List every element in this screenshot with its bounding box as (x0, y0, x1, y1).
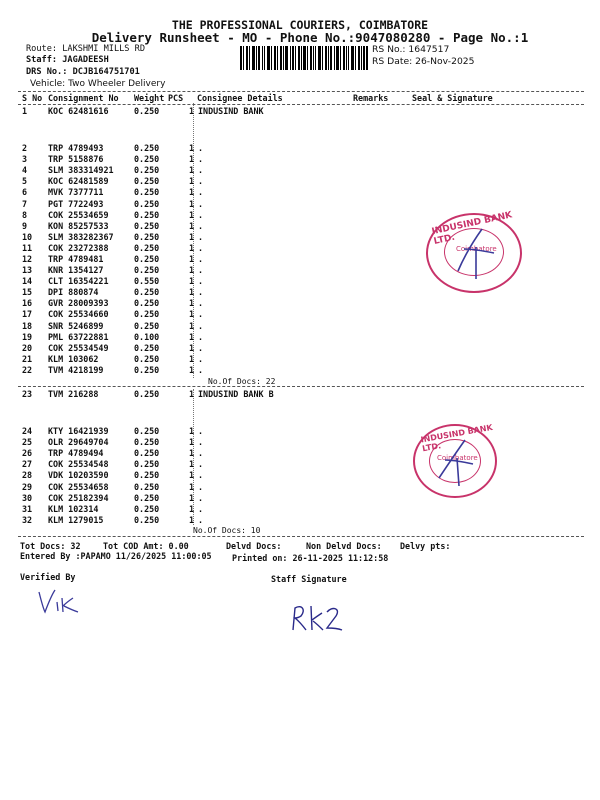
cell-consignment: COK 25534548 (48, 459, 109, 470)
cell-pcs: 1 (188, 287, 194, 298)
cell-pcs: 1 (188, 448, 194, 459)
group1-table (22, 143, 203, 376)
header-rule-bottom (18, 104, 584, 105)
table-row (22, 265, 203, 276)
table-row (22, 309, 203, 320)
table-row (22, 176, 203, 187)
cell-consignee: . (198, 298, 204, 309)
company-title: THE PROFESSIONAL COURIERS, COIMBATORE (171, 18, 429, 32)
col-remarks: Remarks (353, 93, 389, 103)
group1-first-row (22, 106, 264, 117)
cell-consignee: . (198, 187, 204, 198)
printed-on: Printed on: 26-11-2025 11:12:58 (232, 553, 389, 563)
cell-weight: 0.250 (134, 459, 160, 470)
runsheet-title: Delivery Runsheet - MO - Phone No.:9047080280 - Page No.:1 (91, 30, 529, 45)
cell-pcs: 1 (188, 154, 194, 165)
cell-consignment: SLM 383314921 (48, 165, 114, 176)
total-cod: Tot COD Amt: 0.00 (103, 541, 189, 551)
cell-consignment: PGT 7722493 (48, 198, 104, 209)
cell-consignment: KLM 103062 (48, 353, 99, 364)
table-row (22, 493, 203, 504)
table-row (22, 343, 203, 354)
cell-sno: 26 (22, 448, 33, 459)
table-row (22, 426, 203, 437)
table-row (22, 459, 203, 470)
rs-number: RS No.: 1647517 (372, 44, 450, 55)
vehicle-label: Vehicle: Two Wheeler Delivery (30, 79, 166, 89)
table-row (22, 389, 274, 400)
cell-consignment: COK 25534660 (48, 309, 109, 320)
cell-consignee: . (198, 448, 204, 459)
col-seal: Seal & Signature (412, 93, 493, 103)
footer-rule (18, 536, 584, 537)
cell-pcs: 1 (188, 253, 194, 264)
table-row (22, 321, 203, 332)
group2-first-row (22, 389, 274, 400)
cell-pcs: 1 (188, 309, 194, 320)
cell-consignee: . (198, 331, 204, 342)
cell-pcs: 1 (188, 276, 194, 287)
cell-sno: 21 (22, 353, 33, 364)
cell-consignee: . (198, 437, 204, 448)
cell-consignment: COK 25534659 (48, 209, 109, 220)
cell-weight: 0.250 (134, 514, 160, 525)
cell-consignee: . (198, 470, 204, 481)
cell-consignment: OLR 29649704 (48, 437, 109, 448)
cell-weight: 0.250 (134, 503, 160, 514)
cell-weight: 0.250 (134, 481, 160, 492)
cell-pcs: 1 (188, 470, 194, 481)
cell-pcs: 1 (188, 503, 194, 514)
group2-table (22, 426, 203, 526)
cell-pcs: 1 (188, 106, 194, 117)
cell-consignee: . (198, 209, 204, 220)
cell-sno: 13 (22, 265, 33, 276)
cell-sno: 7 (22, 198, 28, 209)
cell-consignee: . (198, 503, 204, 514)
cell-consignment: GVR 28009393 (48, 298, 109, 309)
cell-weight: 0.250 (134, 437, 160, 448)
cell-consignment: KOC 62481589 (48, 176, 109, 187)
cell-sno: 1 (22, 106, 28, 117)
cell-weight: 0.250 (134, 242, 160, 253)
bank-seal-stamp (413, 424, 497, 498)
table-row (22, 198, 203, 209)
cell-sno: 32 (22, 514, 33, 525)
cell-consignment: KLM 102314 (48, 503, 99, 514)
stamp-bank-name: INDUSIND BANK LTD. (419, 422, 494, 454)
cell-consignee: . (198, 176, 204, 187)
cell-consignee: . (198, 198, 204, 209)
table-row (22, 276, 203, 287)
cell-sno: 9 (22, 220, 28, 231)
cell-pcs: 1 (188, 143, 194, 154)
cell-consignment: PML 63722881 (48, 331, 109, 342)
cell-sno: 30 (22, 492, 33, 503)
cell-weight: 0.250 (134, 265, 160, 276)
cell-consignee: . (198, 481, 204, 492)
table-row (22, 298, 203, 309)
cell-weight: 0.250 (134, 389, 160, 400)
cell-sno: 8 (22, 209, 28, 220)
cell-weight: 0.250 (134, 220, 160, 231)
cell-consignment: COK 25534658 (48, 481, 109, 492)
cell-sno: 5 (22, 176, 28, 187)
cell-consignee: . (198, 165, 204, 176)
cell-consignment: TVM 4218199 (48, 364, 104, 375)
cell-sno: 31 (22, 503, 33, 514)
cell-consignment: CLT 16354221 (48, 276, 109, 287)
cell-consignee: . (198, 154, 204, 165)
cell-sno: 4 (22, 165, 28, 176)
cell-consignee: . (198, 364, 204, 375)
cell-sno: 12 (22, 253, 33, 264)
table-row (22, 221, 203, 232)
cell-sno: 27 (22, 459, 33, 470)
total-docs: Tot Docs: 32 (20, 541, 81, 551)
cell-sno: 6 (22, 187, 28, 198)
table-row (22, 106, 264, 117)
cell-consignee: . (198, 242, 204, 253)
cell-consignment: COK 25534549 (48, 342, 109, 353)
cell-pcs: 1 (188, 198, 194, 209)
cell-consignment: TVM 216288 (48, 389, 99, 400)
cell-sno: 22 (22, 364, 33, 375)
table-row (22, 232, 203, 243)
cell-consignee: . (198, 220, 204, 231)
cell-weight: 0.250 (134, 470, 160, 481)
table-row (22, 243, 203, 254)
cell-weight: 0.250 (134, 187, 160, 198)
stamp-bank-name: INDUSIND BANK LTD. (430, 210, 514, 247)
cell-consignee: . (198, 309, 204, 320)
cell-pcs: 1 (188, 242, 194, 253)
cell-pcs: 1 (188, 331, 194, 342)
cell-pcs: 1 (188, 492, 194, 503)
cell-sno: 18 (22, 320, 33, 331)
cell-consignee: . (198, 459, 204, 470)
table-row (22, 470, 203, 481)
cell-consignment: DPI 880874 (48, 287, 99, 298)
stamp-branch: Coimbatore (437, 454, 478, 462)
cell-weight: 0.250 (134, 106, 160, 117)
cell-pcs: 1 (188, 298, 194, 309)
cell-pcs: 1 (188, 364, 194, 375)
cell-consignee: . (198, 492, 204, 503)
cell-weight: 0.250 (134, 309, 160, 320)
header-rule-top (18, 91, 584, 92)
cell-sno: 15 (22, 287, 33, 298)
cell-consignee: . (198, 231, 204, 242)
cell-consignee: INDUSIND BANK B (198, 389, 274, 400)
cell-sno: 19 (22, 331, 33, 342)
cell-sno: 23 (22, 389, 33, 400)
cell-weight: 0.250 (134, 154, 160, 165)
table-row (22, 332, 203, 343)
col-consignee: Consignee Details (197, 93, 283, 103)
cell-consignment: KON 85257533 (48, 220, 109, 231)
cell-sno: 3 (22, 154, 28, 165)
group-separator (18, 386, 584, 387)
cell-weight: 0.100 (134, 331, 160, 342)
table-row (22, 365, 203, 376)
cell-weight: 0.250 (134, 298, 160, 309)
cell-pcs: 1 (188, 231, 194, 242)
cell-consignee: . (198, 265, 204, 276)
cell-consignee: . (198, 320, 204, 331)
entered-by: Entered By :PAPAMO 11/26/2025 11:00:05 (20, 551, 212, 561)
cell-consignment: TRP 4789481 (48, 253, 104, 264)
cell-pcs: 1 (188, 481, 194, 492)
table-row (22, 254, 203, 265)
table-row (22, 437, 203, 448)
cell-weight: 0.250 (134, 231, 160, 242)
cell-weight: 0.250 (134, 320, 160, 331)
table-row (22, 481, 203, 492)
cell-pcs: 1 (188, 265, 194, 276)
table-row (22, 143, 203, 154)
cell-consignment: TRP 5158876 (48, 154, 104, 165)
cell-sno: 16 (22, 298, 33, 309)
cell-sno: 10 (22, 231, 33, 242)
stamp-signature-mark (444, 219, 504, 283)
cell-consignee: . (198, 287, 204, 298)
cell-consignee: . (198, 276, 204, 287)
cell-consignee: . (198, 514, 204, 525)
cell-consignment: VDK 10203590 (48, 470, 109, 481)
rs-date: RS Date: 26-Nov-2025 (372, 56, 475, 67)
drs-number: DRS No.: DCJB164751701 (26, 67, 140, 77)
cell-consignee: . (198, 426, 204, 437)
cell-pcs: 1 (188, 342, 194, 353)
table-row (22, 154, 203, 165)
cell-pcs: 1 (188, 514, 194, 525)
delivered-docs: Delvd Docs: (226, 541, 282, 551)
cell-consignment: TRP 4789494 (48, 448, 104, 459)
cell-sno: 2 (22, 143, 28, 154)
col-sno: S No (22, 93, 43, 103)
table-row (22, 504, 203, 515)
cell-pcs: 1 (188, 209, 194, 220)
cell-pcs: 1 (188, 165, 194, 176)
table-row (22, 210, 203, 221)
table-row (22, 187, 203, 198)
cell-pcs: 1 (188, 437, 194, 448)
bank-seal-stamp (426, 210, 522, 293)
cell-consignment: COK 23272388 (48, 242, 109, 253)
verified-by-label: Verified By (20, 572, 76, 582)
cell-sno: 29 (22, 481, 33, 492)
stamp-signature-mark (429, 432, 483, 490)
cell-consignment: SNR 5246899 (48, 320, 104, 331)
cell-pcs: 1 (188, 353, 194, 364)
table-row (22, 448, 203, 459)
cell-pcs: 1 (188, 320, 194, 331)
cell-pcs: 1 (188, 389, 194, 400)
cell-weight: 0.250 (134, 209, 160, 220)
cell-consignment: MVK 7377711 (48, 187, 104, 198)
cell-sno: 20 (22, 342, 33, 353)
cell-consignment: KTY 16421939 (48, 426, 109, 437)
cell-pcs: 1 (188, 220, 194, 231)
cell-weight: 0.250 (134, 165, 160, 176)
cell-pcs: 1 (188, 176, 194, 187)
cell-pcs: 1 (188, 459, 194, 470)
cell-sno: 11 (22, 242, 33, 253)
cell-consignee: . (198, 342, 204, 353)
cell-consignment: TRP 4789493 (48, 143, 104, 154)
cell-consignee: . (198, 143, 204, 154)
stamp-branch: Coimbatore (456, 245, 497, 253)
route-label: Route: LAKSHMI MILLS RD (26, 44, 145, 54)
cell-sno: 25 (22, 437, 33, 448)
cell-weight: 0.250 (134, 342, 160, 353)
cell-weight: 0.250 (134, 198, 160, 209)
cell-pcs: 1 (188, 426, 194, 437)
cell-consignee: . (198, 353, 204, 364)
cell-weight: 0.250 (134, 253, 160, 264)
table-row (22, 515, 203, 526)
cell-consignment: SLM 383282367 (48, 231, 114, 242)
cell-consignment: KLM 1279015 (48, 514, 104, 525)
cell-sno: 28 (22, 470, 33, 481)
staff-label: Staff: JAGADEESH (26, 55, 109, 65)
barcode-graphic (240, 46, 368, 70)
staff-handwritten-signature (290, 600, 346, 634)
verifier-handwriting (36, 586, 82, 616)
cell-weight: 0.250 (134, 176, 160, 187)
cell-consignment: COK 25182394 (48, 492, 109, 503)
col-pcs: PCS (168, 93, 184, 103)
non-delivered-docs: Non Delvd Docs: (306, 541, 382, 551)
cell-sno: 24 (22, 426, 33, 437)
group1-doc-count: No.Of Docs: 22 (208, 377, 276, 386)
staff-signature-label: Staff Signature (271, 574, 347, 584)
cell-consignee: INDUSIND BANK (198, 106, 264, 117)
table-row (22, 165, 203, 176)
cell-weight: 0.250 (134, 492, 160, 503)
col-consignment: Consignment No (48, 93, 119, 103)
cell-weight: 0.250 (134, 287, 160, 298)
cell-sno: 14 (22, 276, 33, 287)
table-row (22, 287, 203, 298)
cell-weight: 0.250 (134, 426, 160, 437)
group2-doc-count: No.Of Docs: 10 (193, 526, 261, 535)
cell-consignment: KNR 1354127 (48, 265, 104, 276)
cell-weight: 0.250 (134, 448, 160, 459)
cell-weight: 0.550 (134, 276, 160, 287)
cell-weight: 0.250 (134, 353, 160, 364)
cell-weight: 0.250 (134, 143, 160, 154)
cell-sno: 17 (22, 309, 33, 320)
cell-consignment: KOC 62481616 (48, 106, 109, 117)
delivery-points: Delvy pts: (400, 541, 451, 551)
cell-weight: 0.250 (134, 364, 160, 375)
cell-consignee: . (198, 253, 204, 264)
col-weight: Weight (134, 93, 165, 103)
cell-pcs: 1 (188, 187, 194, 198)
table-row (22, 354, 203, 365)
